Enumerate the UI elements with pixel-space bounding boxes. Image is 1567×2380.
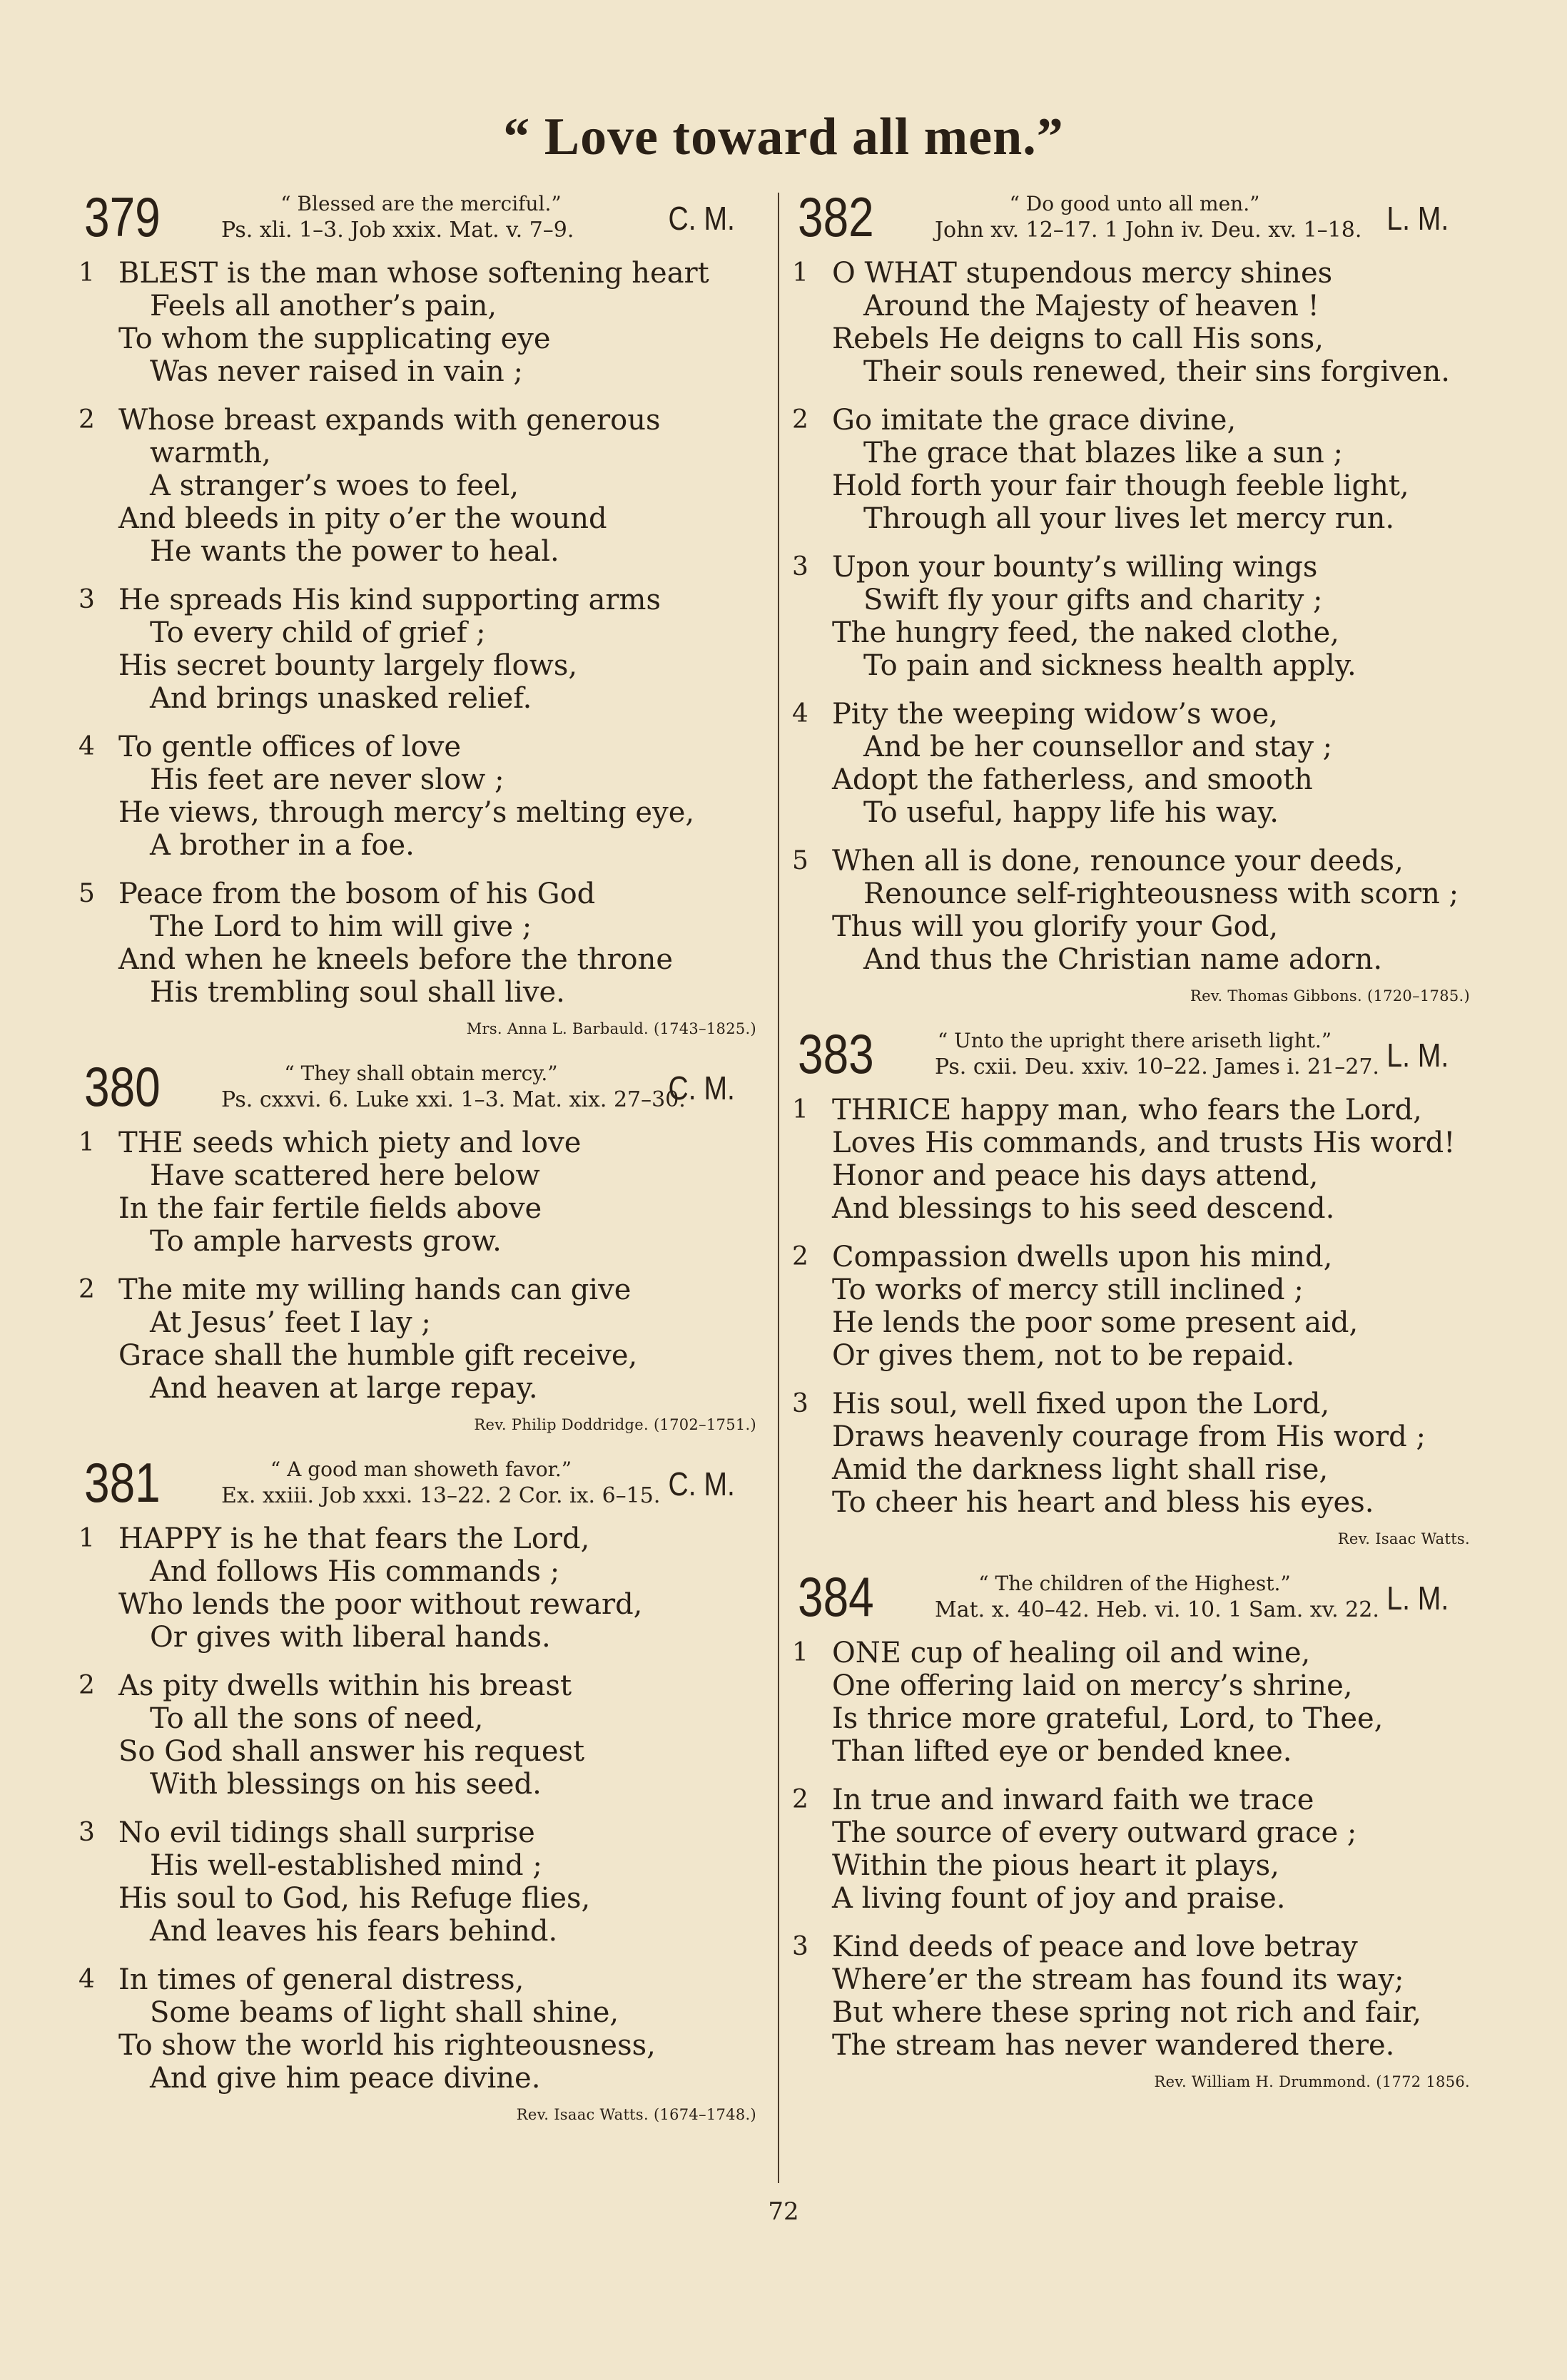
stanza [78,257,764,388]
stanza [792,1094,1477,1225]
hymn-author: Rev. William H. Drummond. (1772 1856. [1154,2073,1470,2090]
verse-line: THRICE happy man, who fears the Lord, [832,1094,1422,1127]
hymn-number: 382 [798,185,874,248]
stanza-number: 1 [78,1128,95,1157]
verse-line: His soul to God, his Refuge flies, [118,1882,591,1915]
stanza [792,1388,1477,1519]
verse-line: No evil tidings shall surprise [118,1816,535,1849]
page-title: “ Love toward all men.” [503,108,1064,166]
verse-line: Through all your lives let mercy run. [863,502,1395,535]
verse-line: And be her counsellor and stay ; [863,731,1333,763]
verse-line: His secret bounty largely flows, [118,649,578,682]
page-number: 72 [768,2197,799,2226]
stanza-number: 1 [792,1095,808,1124]
verse-line: At Jesus’ feet I lay ; [150,1306,431,1339]
hymn-381 [78,1451,764,2123]
stanza [792,257,1477,388]
scripture-references: Ex. xxiii. Job xxxi. 13–22. 2 Cor. ix. 6–15. [221,1483,661,1508]
stanza [78,1963,764,2095]
verse-line: Honor and peace his days attend, [832,1159,1319,1192]
verse-line: In times of general distress, [118,1963,524,1996]
verse-line: Peace from the bosom of his God [118,878,596,910]
verse-line: And bleeds in pity o’er the wound [118,502,607,535]
hymn-header [792,1022,1477,1094]
hymn-author: Mrs. Anna L. Barbauld. (1743–1825.) [466,1020,756,1037]
hymn-header [78,1451,764,1522]
verse-line: And leaves his fears behind. [150,1915,558,1948]
verse-line: And heaven at large repay. [150,1372,538,1405]
verse-line: But where these spring not rich and fair, [832,1996,1421,2029]
stanza [78,878,764,1009]
left-column [78,185,764,2145]
stanza [78,1522,764,1654]
stanza-number: 1 [792,1638,808,1667]
verse-line: Hold forth your fair though feeble light, [832,469,1409,502]
verse-line: The mite my willing hands can give [118,1273,632,1306]
hymn-header [78,185,764,257]
verse-line: To gentle offices of love [118,731,462,763]
hymn-author: Rev. Isaac Watts. (1674–1748.) [516,2106,756,2123]
stanza [792,1241,1477,1372]
verse-line: The grace that blazes like a sun ; [863,437,1343,469]
verse-line: Go imitate the grace divine, [832,404,1237,437]
verse-line: His well-established mind ; [150,1849,542,1882]
hymn-meter: C. M. [668,1465,735,1502]
stanza [792,845,1477,976]
stanza-number: 3 [792,552,808,581]
verse-line: The source of every outward grace ; [832,1816,1357,1849]
hymn-384 [792,1565,1477,2090]
hymn-header [792,185,1477,257]
stanza-number: 2 [78,1275,95,1304]
hymn-382 [792,185,1477,1005]
hymn-header [78,1055,764,1127]
verse-line: A brother in a foe. [150,829,415,862]
stanza-number: 4 [792,699,808,728]
verse-line: Some beams of light shall shine, [150,1996,619,2029]
hymn-meter: L. M. [1386,1580,1449,1617]
verse-line: And when he kneels before the throne [118,943,674,976]
stanza [78,1273,764,1405]
verse-line: So God shall answer his request [118,1735,585,1768]
verse-line: He views, through mercy’s melting eye, [118,796,695,829]
stanza-number: 2 [792,1242,808,1271]
stanza-number: 2 [792,1785,808,1814]
verse-line: The Lord to him will give ; [150,910,532,943]
stanza [78,1127,764,1258]
verse-line: To useful, happy life his way. [863,796,1279,829]
verse-line: And brings unasked relief. [150,682,532,715]
hymn-number: 384 [798,1565,874,1628]
verse-line: When all is done, renounce your deeds, [832,845,1404,878]
verse-line: Or gives with liberal hands. [150,1621,551,1654]
hymn-380 [78,1055,764,1433]
verse-line: Is thrice more grateful, Lord, to Thee, [832,1702,1384,1735]
verse-line: As pity dwells within his breast [118,1669,572,1702]
verse-line: To whom the supplicating eye [118,322,551,355]
verse-line: To all the sons of need, [150,1702,484,1735]
hymn-379 [78,185,764,1037]
verse-line: ONE cup of healing oil and wine, [832,1637,1311,1669]
verse-line: Within the pious heart it plays, [832,1849,1279,1882]
stanza-number: 1 [78,258,95,288]
hymn-meter: L. M. [1386,1037,1449,1074]
hymn-383 [792,1022,1477,1547]
hymn-meter: C. M. [668,200,735,237]
hymn-author: Rev. Isaac Watts. [1337,1530,1470,1547]
verse-line: To show the world his righteousness, [118,2029,656,2062]
stanza-number: 3 [792,1932,808,1961]
verse-line: And give him peace divine. [150,2062,541,2095]
hymn-epigraph: “ A good man showeth favor.” [270,1458,572,1481]
verse-line: One offering laid on mercy’s shrine, [832,1669,1353,1702]
scripture-references: Mat. x. 40–42. Heb. vi. 10. 1 Sam. xv. 22. [935,1597,1379,1622]
verse-line: His soul, well fixed upon the Lord, [832,1388,1330,1420]
stanza [78,404,764,568]
verse-line: And follows His commands ; [150,1555,560,1588]
verse-line: And thus the Christian name adorn. [863,943,1383,976]
verse-line: Their souls renewed, their sins forgiven. [863,355,1450,388]
verse-line: O WHAT stupendous mercy shines [832,257,1333,290]
verse-line: Thus will you glorify your God, [832,910,1279,943]
stanza-number: 3 [78,585,95,614]
hymn-number: 381 [84,1451,161,1514]
stanza [792,1931,1477,2062]
hymn-number: 380 [84,1055,161,1118]
verse-line: Pity the weeping widow’s woe, [832,698,1278,731]
verse-line: In the fair fertile fields above [118,1192,542,1225]
verse-line: HAPPY is he that fears the Lord, [118,1522,590,1555]
scripture-references: Ps. xli. 1–3. Job xxix. Mat. v. 7–9. [221,218,574,243]
stanza-number: 4 [78,1965,95,1994]
stanza-number: 3 [792,1389,808,1418]
stanza-number: 4 [78,732,95,761]
verse-line: Where’er the stream has found its way; [832,1963,1404,1996]
verse-line: To works of mercy still inclined ; [832,1273,1304,1306]
verse-line: Draws heavenly courage from His word ; [832,1420,1426,1453]
verse-line: Amid the darkness light shall rise, [832,1453,1329,1486]
verse-line: To pain and sickness health apply. [863,649,1356,682]
column-divider [778,193,779,2183]
verse-line: To ample harvests grow. [150,1225,502,1258]
verse-line: Who lends the poor without reward, [118,1588,643,1621]
verse-line: Around the Majesty of heaven ! [863,290,1319,322]
hymn-header [792,1565,1477,1637]
stanza [792,404,1477,535]
hymn-author: Rev. Philip Doddridge. (1702–1751.) [474,1416,756,1433]
verse-line: To cheer his heart and bless his eyes. [832,1486,1374,1519]
stanza-number: 3 [78,1818,95,1847]
stanza-number: 1 [78,1524,95,1553]
stanza [792,551,1477,682]
verse-line: His trembling soul shall live. [150,976,565,1009]
verse-line: And blessings to his seed descend. [832,1192,1335,1225]
verse-line: Upon your bounty’s willing wings [832,551,1318,584]
verse-line: Kind deeds of peace and love betray [832,1931,1358,1963]
hymn-epigraph: “ Do good unto all men.” [1009,192,1260,215]
verse-line: Feels all another’s pain, [150,290,497,322]
verse-line: Or gives them, not to be repaid. [832,1339,1295,1372]
verse-line: THE seeds which piety and love [118,1127,582,1159]
verse-line: Loves His commands, and trusts His word! [832,1127,1456,1159]
scripture-references: Ps. cxxvi. 6. Luke xxi. 1–3. Mat. xix. 27–30. [221,1087,686,1112]
stanza-number: 2 [792,405,808,434]
hymn-epigraph: “ Blessed are the merciful.” [280,192,562,215]
verse-line: To every child of grief ; [150,616,486,649]
stanza [792,698,1477,829]
verse-line: BLEST is the man whose softening heart [118,257,709,290]
verse-line: Compassion dwells upon his mind, [832,1241,1333,1273]
right-column [792,185,1477,2112]
hymn-author: Rev. Thomas Gibbons. (1720–1785.) [1190,987,1470,1005]
verse-line: Have scattered here below [150,1159,540,1192]
verse-line: Rebels He deigns to call His sons, [832,322,1324,355]
hymn-epigraph: “ The children of the Highest.” [978,1572,1291,1595]
hymn-number: 383 [798,1022,874,1085]
verse-line: In true and inward faith we trace [832,1784,1314,1816]
scripture-references: Ps. cxii. Deu. xxiv. 10–22. James i. 21–27. [935,1054,1379,1079]
hymn-meter: C. M. [668,1069,735,1107]
verse-line: He spreads His kind supporting arms [118,584,661,616]
stanza-number: 5 [78,879,95,908]
hymn-meter: L. M. [1386,200,1449,237]
stanza [78,731,764,862]
hymn-number: 379 [84,185,161,248]
stanza-number: 1 [792,258,808,288]
scripture-references: John xv. 12–17. 1 John iv. Deu. xv. 1–18. [935,218,1362,243]
verse-line: He lends the poor some present aid, [832,1306,1359,1339]
verse-line: warmth, [150,437,271,469]
verse-line: Renounce self-righteousness with scorn ; [863,878,1459,910]
verse-line: The hungry feed, the naked clothe, [832,616,1339,649]
verse-line: Whose breast expands with generous [118,404,661,437]
stanza [78,584,764,715]
verse-line: Adopt the fatherless, and smooth [832,763,1313,796]
stanza [792,1784,1477,1915]
verse-line: Swift fly your gifts and charity ; [863,584,1323,616]
stanza-number: 2 [78,405,95,434]
verse-line: With blessings on his seed. [150,1768,542,1801]
stanza-number: 2 [78,1671,95,1700]
stanza [78,1669,764,1801]
stanza-number: 5 [792,846,808,875]
stanza [78,1816,764,1948]
verse-line: Than lifted eye or bended knee. [832,1735,1292,1768]
verse-line: Was never raised in vain ; [150,355,524,388]
hymn-epigraph: “ They shall obtain mercy.” [284,1062,558,1085]
verse-line: A living fount of joy and praise. [832,1882,1286,1915]
verse-line: Grace shall the humble gift receive, [118,1339,638,1372]
verse-line: He wants the power to heal. [150,535,559,568]
hymn-epigraph: “ Unto the upright there ariseth light.” [937,1029,1332,1052]
verse-line: The stream has never wandered there. [832,2029,1395,2062]
stanza [792,1637,1477,1768]
verse-line: A stranger’s woes to feel, [150,469,519,502]
verse-line: His feet are never slow ; [150,763,504,796]
